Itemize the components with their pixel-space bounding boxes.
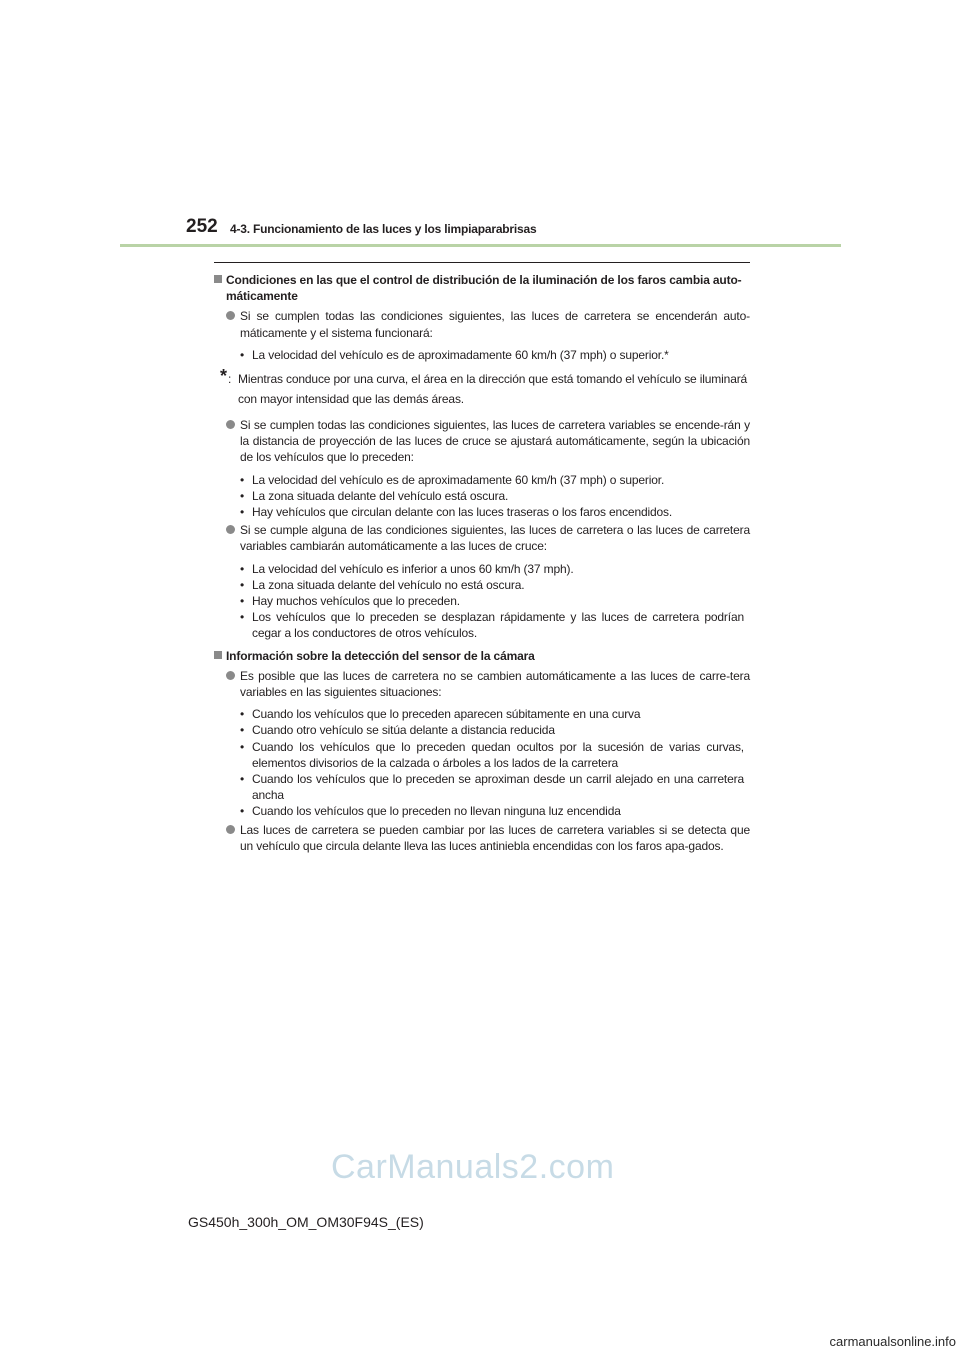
circle-bullet-icon <box>226 671 235 680</box>
footer-strip <box>0 1322 960 1358</box>
section-heading-camera-sensor <box>214 648 750 664</box>
footnote: * : Mientras conduce por una curva, el área en la dirección que está tomando el vehículo se iluminará con mayor intensidad que las demás áreas. <box>220 366 748 407</box>
condition-list <box>214 472 750 521</box>
content-rule <box>214 262 750 263</box>
bullet-text: Si se cumple alguna de las condiciones siguientes, las luces de carretera o las luces de carretera variables cambiarán automáticamente a las luces de cruce: <box>240 523 750 554</box>
page-content <box>214 268 750 854</box>
section-heading-text: Información sobre la detección del sensor de la cámara <box>226 648 535 663</box>
bullet-text: Las luces de carretera se pueden cambiar por las luces de carretera variables si se detecta que un vehículo que circula delante lleva las luces antiniebla encendidas con los faros apa-gados. <box>240 822 750 853</box>
watermark-logo: CarManuals2.com <box>331 1148 615 1186</box>
list-item: • Hay muchos vehículos que lo preceden. <box>240 594 460 609</box>
bullet-fog-lights <box>214 822 750 854</box>
condition-list <box>214 561 750 642</box>
bullet-high-beam-conditions <box>214 308 750 340</box>
list-item: • La velocidad del vehículo es de aproximadamente 60 km/h (37 mph) o superior. <box>240 472 665 487</box>
square-bullet-icon <box>214 275 222 283</box>
section-heading-text: Condiciones en las que el control de distribución de la iluminación de los faros cambia auto-máticamente <box>226 273 742 304</box>
document-code: GS450h_300h_OM_OM30F94S_(ES) <box>188 1214 424 1230</box>
circle-bullet-icon <box>226 420 235 429</box>
list-item: • Cuando otro vehículo se sitúa delante a distancia reducida <box>240 723 555 738</box>
list-item: • Cuando los vehículos que lo preceden no llevan ninguna luz encendida <box>240 804 621 819</box>
list-item: • Cuando los vehículos que lo preceden se aproximan desde un carril alejado en una carretera ancha <box>240 772 744 803</box>
condition-list <box>214 347 750 363</box>
footnote-star: * <box>220 366 227 387</box>
bullet-text: Es posible que las luces de carretera no se cambien automáticamente a las luces de carre-tera variables en las siguientes situaciones: <box>240 668 750 700</box>
page-number: 252 <box>186 216 218 237</box>
square-bullet-icon <box>214 651 222 659</box>
footer-site-link[interactable]: carmanualsonline.info <box>829 1334 956 1349</box>
bullet-text: Si se cumplen todas las condiciones siguientes, las luces de carretera variables se encende-rán y la distancia de proyección de las luces de cruce se ajustará automáticamente, según la ubicación de los vehículos que lo preceden: <box>240 418 750 465</box>
list-item: • La velocidad del vehículo es inferior a unos 60 km/h (37 mph). <box>240 561 574 576</box>
section-heading-distribution <box>214 272 750 304</box>
circle-bullet-icon <box>226 525 235 534</box>
header-rule <box>120 244 841 247</box>
list-item: • Hay vehículos que circulan delante con las luces traseras o los faros encendidos. <box>240 505 673 520</box>
list-item: • Cuando los vehículos que lo preceden quedan ocultos por la sucesión de varias curvas, elementos divisorios de la calzada o árboles a los lados de la carretera <box>240 739 744 770</box>
list-item: • La zona situada delante del vehículo no está oscura. <box>240 577 525 592</box>
bullet-text: Si se cumplen todas las condiciones siguientes, las luces de carretera se encenderán auto-máticamente y el sistema funcionará: <box>240 309 750 340</box>
chapter-title: 4-3. Funcionamiento de las luces y los limpiaparabrisas <box>230 222 537 236</box>
bullet-camera-situations <box>214 668 750 700</box>
footnote-text: Mientras conduce por una curva, el área en la dirección que está tomando el vehículo se iluminará con mayor intensidad que las demás áreas. <box>238 372 748 407</box>
list-item: • La velocidad del vehículo es de aproximadamente 60 km/h (37 mph) o superior.* <box>240 347 669 362</box>
list-item: • Los vehículos que lo preceden se desplazan rápidamente y las luces de carretera podrían cegar a los conductores de otros vehículos. <box>240 610 744 641</box>
bullet-low-beam-conditions <box>214 522 750 554</box>
situation-list <box>214 706 750 819</box>
bullet-variable-beam-conditions <box>214 417 750 466</box>
list-item: • Cuando los vehículos que lo preceden aparecen súbitamente en una curva <box>240 707 641 722</box>
circle-bullet-icon <box>226 825 235 834</box>
circle-bullet-icon <box>226 311 235 320</box>
list-item: • La zona situada delante del vehículo está oscura. <box>240 488 509 503</box>
